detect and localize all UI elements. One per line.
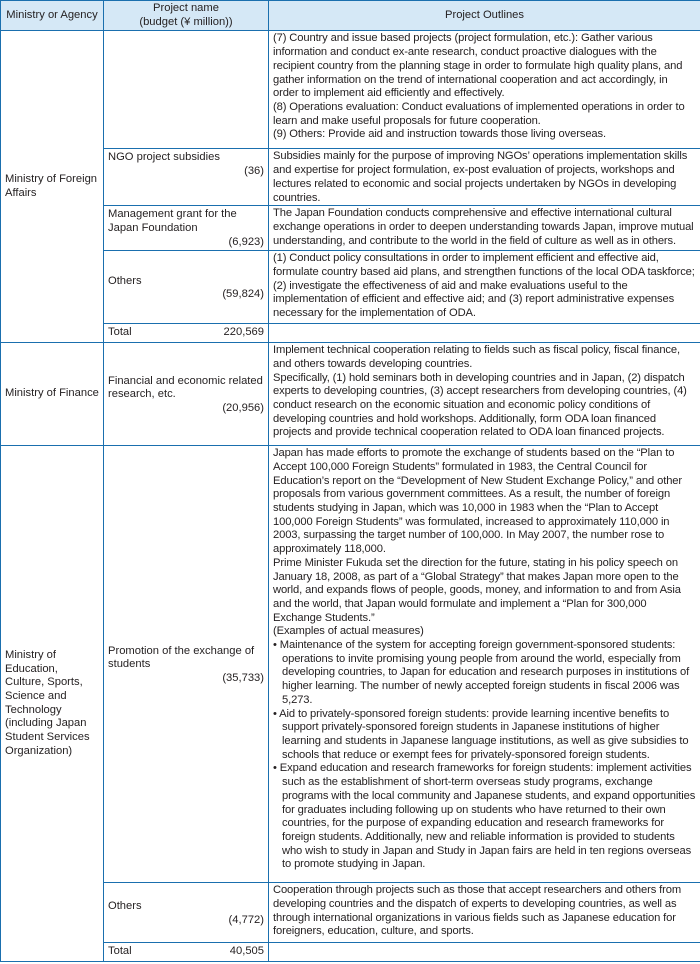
project-name: Financial and economic related research, etc. [108, 374, 263, 401]
header-project-line2: (budget (¥ million)) [139, 15, 233, 28]
total-row [1, 324, 700, 343]
outline-cell: Subsidies mainly for the purpose of improving NGOs’ operations implementation skills and expertise for project formulation, ex-post evaluation of projects, workshops and lectures related to economic and social projects undertaken by NGOs in developing countries. [269, 149, 700, 206]
total-cell [104, 324, 269, 343]
table-row [1, 31, 700, 149]
table-row [1, 883, 700, 943]
table-row [1, 149, 700, 206]
project-cell-empty [104, 31, 269, 149]
project-cell [104, 206, 269, 251]
project-cell [104, 446, 269, 883]
project-name: Others [108, 274, 142, 287]
total-label: Total [108, 945, 132, 958]
bullet-item: • Maintenance of the system for accepting foreign government-sponsored students: operations to invite promising young people from around the world, especially from developing countries, to Japan for education and research purposes in institutions of higher learning. The number of newly accepted foreign students in fiscal 2006 was 5,273. [273, 639, 690, 706]
project-name: Others [108, 900, 142, 913]
project-cell [104, 343, 269, 446]
agency-cell: Ministry of Finance [1, 343, 104, 446]
project-cell [104, 251, 269, 324]
project-name: Management grant for the Japan Foundation [108, 208, 237, 234]
outline-cell [269, 31, 700, 149]
table-row [1, 206, 700, 251]
outline-cell-empty [269, 943, 700, 962]
header-project [104, 1, 269, 31]
total-label: Total [108, 326, 132, 339]
outline-paragraph: Implement technical cooperation relating to fields such as fiscal policy, fiscal finance, and others towards developing countries. [273, 344, 680, 370]
outline-cell: The Japan Foundation conducts comprehensive and effective international cultural exchange operations in order to deepen understanding towards Japan, improve mutual understanding, and contribute to the world in the field of culture as well as in others. [269, 206, 700, 251]
project-cell [104, 149, 269, 206]
total-row [1, 943, 700, 962]
bullet-item: • Expand education and research frameworks for foreign students: implement activities such as the establishment of short-term overseas study programs, exchange programs with the local community and Japanese students, and expand opportunities for graduates including following up on students who have returned to their own countries, for the purpose of expanding education and research frameworks for foreign students. Additionally, new and reliable information is provided to students who wish to study in Japan and Study in Japan fairs are held in ten regions overseas to promote studying in Japan. [273, 762, 696, 871]
table-row [1, 446, 700, 883]
table-row [1, 343, 700, 446]
outline-paragraph: (9) Others: Provide aid and instruction towards those living overseas. [273, 128, 606, 141]
project-budget: (6,923) [228, 235, 264, 248]
header-outline: Project Outlines [269, 1, 700, 31]
project-budget: (4,772) [228, 913, 264, 926]
header-row [1, 1, 700, 31]
outline-paragraph: (7) Country and issue based projects (project formulation, etc.): Gather various information and conduct ex-ante research, conduct proactive dialogues with the recipient country from the planning stage in order to formulate high quality plans, and gather information on the trend of international cooperation and act accordingly, in order to implement aid efficiently and effectively. [273, 32, 683, 100]
project-budget: (36) [244, 165, 264, 178]
agency-cell: Ministry of Education, Culture, Sports, Science and Technology (including Japan Student Services Organization) [1, 446, 104, 962]
agency-cell: Ministry of Foreign Affairs [1, 31, 104, 343]
outline-paragraph: (8) Operations evaluation: Conduct evaluations of implemented operations in order to learn and make useful proposals for future cooperation. [273, 100, 685, 127]
examples-label: (Examples of actual measures) [273, 625, 424, 638]
header-agency: Ministry or Agency [1, 1, 104, 31]
total-value: 220,569 [223, 326, 264, 339]
project-name: Promotion of the exchange of students [108, 644, 255, 671]
outline-cell: Cooperation through projects such as those that accept researchers and others from developing countries and the dispatch of experts to developing countries, as well as through international organizations in various fields such as Japanese education for foreigners, education, culture, and sports. [269, 883, 700, 943]
bullet-item: • Aid to privately-sponsored foreign students: provide learning incentive benefits to support privately-sponsored foreign students in Japanese institutions of higher learning and students in Japanese language institutions, as well as give subsidies to schools that reduce or exempt fees for privately-sponsored foreign students. [273, 707, 689, 761]
outline-cell [269, 343, 700, 446]
outline-paragraph: Prime Minister Fukuda set the direction for the future, stating in his policy speech on January 18, 2008, as part of a “Global Strategy” that makes Japan more open to the world, and expands flows of people, goods, money, and information to and from Asia and the world, that Japan would formulate and implement a “Plan for 300,000 Exchange Students.” [273, 556, 681, 624]
outline-paragraph: Specifically, (1) hold seminars both in developing countries and in Japan, (2) dispatch experts to developing countries, (3) accept researchers from developing countries, (4) conduct research on the economic situation and economic policy conditions of developing countries and hold workshops. Additionally, form ODA loan financed projects and provide technical cooperation related to ODA loan financed projects. [273, 371, 687, 439]
project-cell [104, 883, 269, 943]
table-row [1, 251, 700, 324]
outline-paragraph: Japan has made efforts to promote the exchange of students based on the “Plan to Accept 100,000 Foreign Students” formulated in 1983, the Central Council for Education’s report on the “Development of New Student Exchange Policy,” and other proposals from various government committees. As a result, the number of foreign students studying in Japan, which was 10,000 in 1983 when the “Plan to Accept 100,000 Foreign Students” was formulated, increased to approximately 110,000 in 2003, surpassing the target number of 100,000. In May 2007, the number rose to approximately 118,000. [273, 447, 683, 556]
header-project-line1: Project name [153, 2, 219, 14]
outline-cell [269, 446, 700, 883]
outline-cell-empty [269, 324, 700, 343]
project-budget: (20,956) [222, 402, 264, 415]
project-budget: (59,824) [222, 288, 264, 301]
total-cell [104, 943, 269, 962]
outline-cell: (1) Conduct policy consultations in order to implement efficient and effective aid, formulate country based aid plans, and strengthen functions of the local ODA taskforce; (2) investigate the effectiveness of aid and make evaluations useful to the implementation of efficient and effective aid; and (3) report administrative expenses necessary for the implementation of ODA. [269, 251, 700, 324]
project-budget: (35,733) [222, 672, 264, 685]
project-name: NGO project subsidies [108, 151, 220, 164]
total-value: 40,505 [229, 945, 264, 958]
